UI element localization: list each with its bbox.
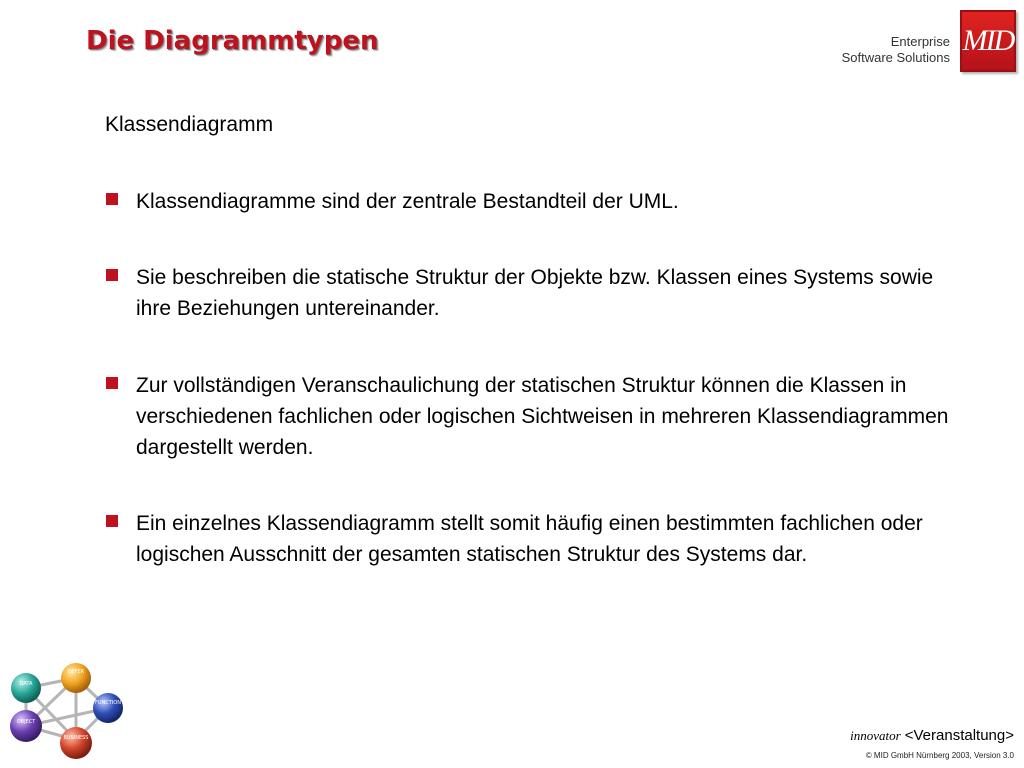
brand-line-1: Enterprise (890, 34, 950, 49)
slide-title: Die Diagrammtypen (86, 26, 379, 56)
bullet-text: Zur vollständigen Veranschaulichung der statischen Struktur können die Klassen in verschiedenen fachlichen oder logischen Sichtweisen in mehreren Klassendiagrammen dargestellt werden. (136, 374, 949, 459)
node-business-label: BUSINESS (63, 735, 89, 741)
node-object (10, 710, 42, 742)
node-function-label: FUNCTION (95, 700, 121, 706)
innovator-network-graphic (4, 660, 130, 764)
node-function (93, 693, 123, 723)
footer-event-label: <Veranstaltung> (904, 727, 1014, 744)
bullet-square-icon (106, 269, 118, 281)
node-data (11, 673, 41, 703)
footer-event (850, 727, 1014, 744)
network-nodes (10, 663, 123, 759)
bullet-item (104, 370, 974, 463)
footer-copyright: © MID GmbH Nürnberg 2003, Version 3.0 (865, 751, 1014, 760)
bullet-square-icon (106, 377, 118, 389)
brand-line-2: Software Solutions (841, 50, 950, 65)
bullet-item (104, 186, 974, 217)
mid-logo: MID (960, 10, 1016, 72)
node-object-label: OBJECT (16, 719, 36, 725)
bullet-square-icon (106, 193, 118, 205)
node-offer-label: OFFER (67, 669, 85, 675)
bullet-item (104, 262, 974, 324)
bullet-text: Sie beschreiben die statische Struktur der Objekte bzw. Klassen eines Systems sowie ihre Beziehungen untereinander. (136, 266, 934, 320)
bullet-text: Klassendiagramme sind der zentrale Bestandteil der UML. (136, 190, 679, 213)
bullet-item (104, 508, 974, 570)
node-business (60, 727, 92, 759)
node-data-label: DATA (19, 681, 33, 687)
slide-subtitle: Klassendiagramm (105, 113, 274, 136)
footer-product: innovator (850, 728, 901, 743)
node-offer (61, 663, 91, 693)
brand-tagline (842, 34, 950, 66)
bullet-text: Ein einzelnes Klassendiagramm stellt somit häufig einen bestimmten fachlichen oder logischen Ausschnitt der gesamten statischen Struktur des Systems dar. (136, 512, 923, 566)
bullet-square-icon (106, 515, 118, 527)
brand-header (841, 10, 1016, 72)
